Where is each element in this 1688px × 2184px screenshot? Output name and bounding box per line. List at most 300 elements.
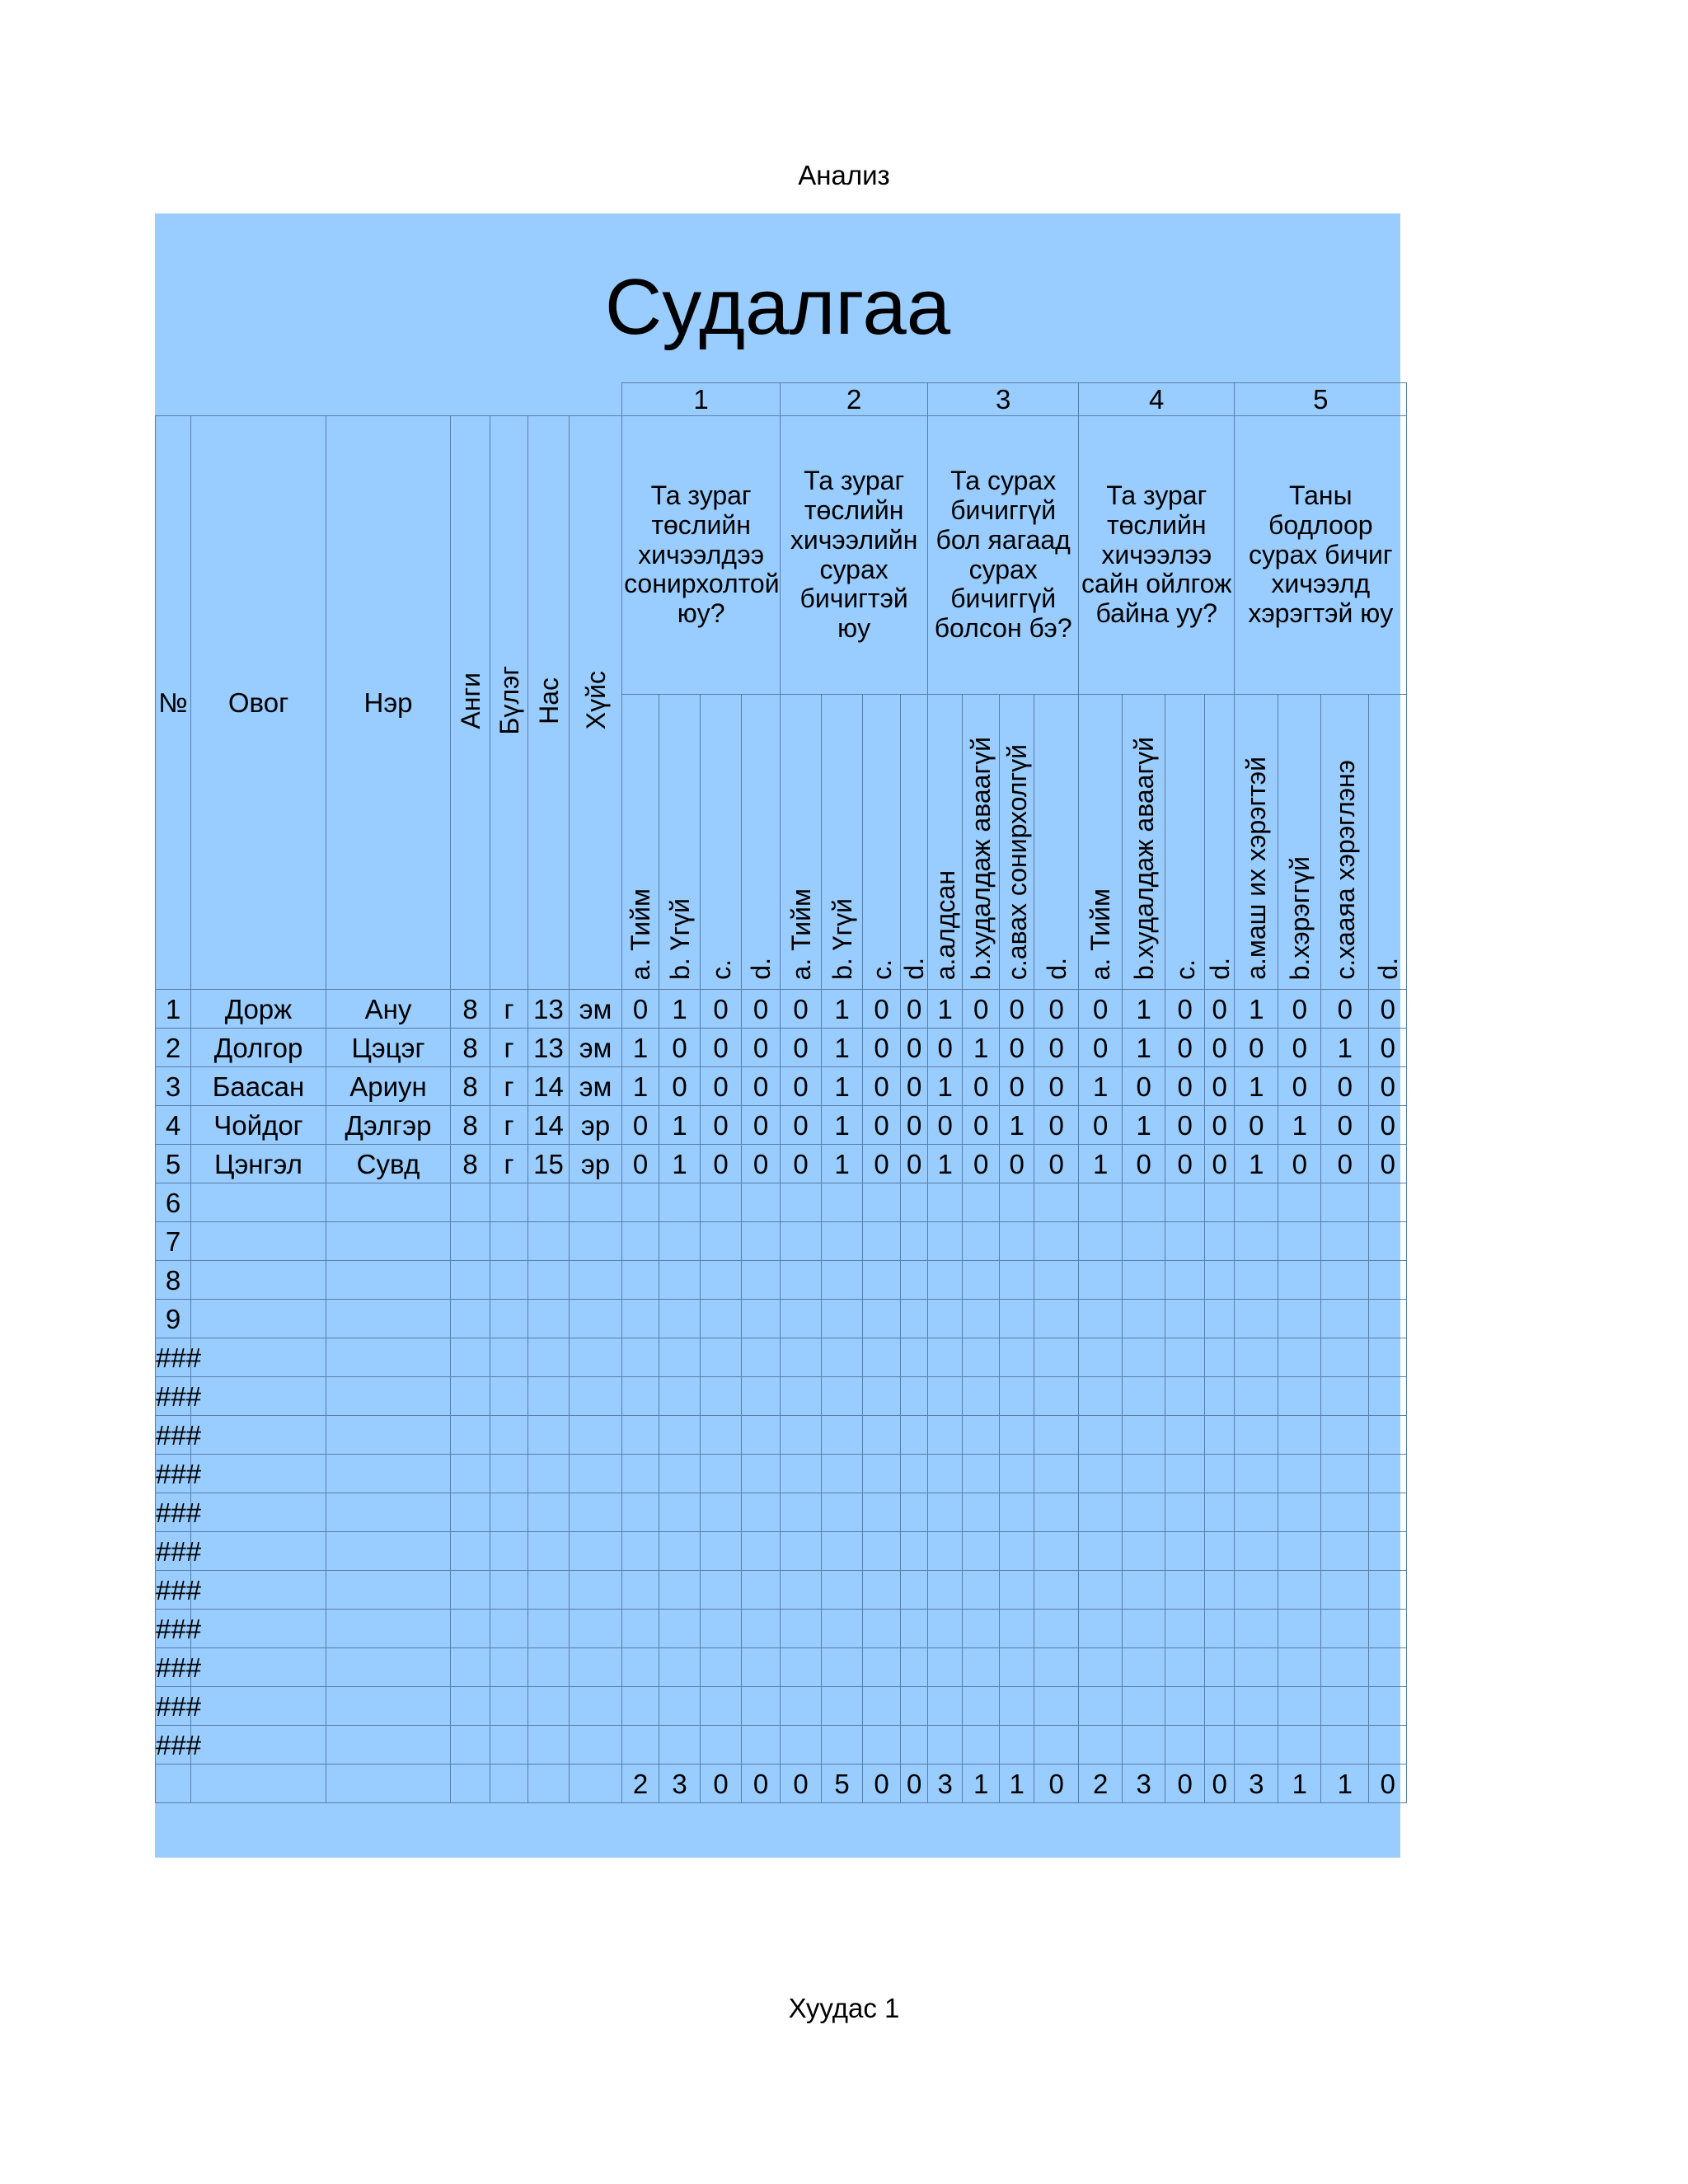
- cell-group: г: [490, 1029, 528, 1067]
- table-row: [156, 1532, 1407, 1571]
- answer-cell: 1: [1235, 990, 1278, 1029]
- answer-cell: [928, 1261, 963, 1300]
- answer-cell: [701, 1493, 742, 1532]
- cell-age: [528, 1261, 570, 1300]
- cell-age: [528, 1416, 570, 1455]
- answer-option-cell: [1369, 695, 1407, 990]
- answer-cell: 1: [1079, 1145, 1123, 1183]
- answer-cell: [1165, 1493, 1205, 1532]
- cell-age: [528, 1571, 570, 1610]
- cell-gender: [570, 1222, 622, 1261]
- answer-cell: [1321, 1222, 1369, 1261]
- cell-group: г: [490, 1145, 528, 1183]
- answer-cell: [1205, 1416, 1235, 1455]
- answer-cell: 0: [901, 1145, 928, 1183]
- answer-cell: [1000, 1300, 1034, 1338]
- answer-cell: 0: [1205, 1029, 1235, 1067]
- answer-cell: 1: [822, 1067, 863, 1106]
- answer-cell: [659, 1338, 701, 1377]
- answer-cell: 0: [781, 1145, 822, 1183]
- answer-cell: 0: [928, 1029, 963, 1067]
- cell-group: [490, 1726, 528, 1765]
- total-cell: 1: [963, 1765, 1000, 1803]
- answer-cell: [928, 1493, 963, 1532]
- answer-option-label: d.: [1372, 958, 1403, 980]
- total-cell: 1: [1278, 1765, 1321, 1803]
- answer-cell: [1123, 1532, 1165, 1571]
- cell-age: [528, 1455, 570, 1493]
- answer-option-label: a.маш их хэрэгтэй: [1241, 757, 1272, 980]
- answer-option-label: b. Үгүй: [664, 898, 695, 980]
- cell-surname: [191, 1726, 326, 1765]
- answer-cell: [1321, 1648, 1369, 1687]
- answer-cell: [701, 1261, 742, 1300]
- answer-cell: [1034, 1222, 1079, 1261]
- cell-gender: [570, 1493, 622, 1532]
- answer-cell: [928, 1648, 963, 1687]
- answer-cell: [822, 1338, 863, 1377]
- answer-cell: [1278, 1726, 1321, 1765]
- answer-cell: [1034, 1300, 1079, 1338]
- answer-option-cell: [701, 695, 742, 990]
- answer-option-cell: [1278, 695, 1321, 990]
- answer-cell: [1369, 1338, 1407, 1377]
- cell-surname: [191, 1493, 326, 1532]
- cell-no: ###: [156, 1455, 191, 1493]
- answer-cell: [1079, 1532, 1123, 1571]
- total-cell: 3: [1123, 1765, 1165, 1803]
- total-cell: 0: [1034, 1765, 1079, 1803]
- answer-cell: 0: [742, 990, 781, 1029]
- answer-cell: [928, 1377, 963, 1416]
- table-row: [156, 1571, 1407, 1610]
- answer-cell: 0: [1205, 1106, 1235, 1145]
- answer-cell: 0: [781, 1029, 822, 1067]
- answer-cell: [901, 1571, 928, 1610]
- answer-cell: 1: [822, 990, 863, 1029]
- answer-cell: [622, 1338, 659, 1377]
- answer-cell: [1123, 1610, 1165, 1648]
- total-cell: 0: [901, 1765, 928, 1803]
- answer-cell: [701, 1377, 742, 1416]
- answer-option-label: a. Тийм: [1085, 888, 1116, 980]
- answer-cell: [963, 1726, 1000, 1765]
- answer-cell: [963, 1493, 1000, 1532]
- answer-cell: [1034, 1338, 1079, 1377]
- answer-cell: 0: [1034, 1106, 1079, 1145]
- answer-cell: 0: [1235, 1106, 1278, 1145]
- answer-cell: [1000, 1416, 1034, 1455]
- answer-cell: 1: [1123, 990, 1165, 1029]
- answer-cell: [742, 1493, 781, 1532]
- answer-cell: [1235, 1610, 1278, 1648]
- answer-cell: [1165, 1726, 1205, 1765]
- answer-cell: [901, 1300, 928, 1338]
- answer-cell: 1: [659, 1145, 701, 1183]
- answer-cell: [901, 1648, 928, 1687]
- answer-cell: 0: [622, 1145, 659, 1183]
- cell-group: [490, 1493, 528, 1532]
- cell-age: 13: [528, 1029, 570, 1067]
- answer-cell: [1000, 1610, 1034, 1648]
- table-row: [156, 1029, 1407, 1067]
- answer-cell: [1235, 1532, 1278, 1571]
- answer-cell: [822, 1493, 863, 1532]
- total-cell: 0: [863, 1765, 901, 1803]
- answer-cell: 0: [963, 1145, 1000, 1183]
- answer-cell: [822, 1300, 863, 1338]
- answer-cell: 0: [742, 1145, 781, 1183]
- answer-cell: [863, 1377, 901, 1416]
- answer-cell: [701, 1416, 742, 1455]
- cell-gender: [570, 1338, 622, 1377]
- total-cell: 2: [1079, 1765, 1123, 1803]
- answer-cell: [1123, 1648, 1165, 1687]
- answer-option-label: b.хэрэггүй: [1284, 855, 1315, 980]
- answer-cell: [1123, 1300, 1165, 1338]
- totals-empty-cell: [191, 1765, 326, 1803]
- cell-surname: [191, 1532, 326, 1571]
- cell-surname: [191, 1183, 326, 1222]
- answer-option-cell: [1235, 695, 1278, 990]
- cell-surname: [191, 1300, 326, 1338]
- answer-cell: [863, 1261, 901, 1300]
- answer-cell: [742, 1183, 781, 1222]
- answer-cell: [1165, 1300, 1205, 1338]
- answer-cell: [928, 1571, 963, 1610]
- answer-cell: 0: [1369, 990, 1407, 1029]
- answer-cell: 1: [659, 1106, 701, 1145]
- cell-no: 7: [156, 1222, 191, 1261]
- answer-cell: [822, 1687, 863, 1726]
- cell-gender: [570, 1300, 622, 1338]
- answer-cell: [1123, 1416, 1165, 1455]
- cell-gender: эм: [570, 1067, 622, 1106]
- answer-cell: [742, 1610, 781, 1648]
- answer-cell: [1079, 1261, 1123, 1300]
- answer-cell: 0: [1165, 1067, 1205, 1106]
- answer-cell: [963, 1183, 1000, 1222]
- answer-cell: 0: [901, 1067, 928, 1106]
- answer-cell: [1278, 1300, 1321, 1338]
- answer-cell: [1034, 1416, 1079, 1455]
- cell-grade: [451, 1532, 490, 1571]
- answer-cell: [1235, 1338, 1278, 1377]
- answer-cell: [1278, 1183, 1321, 1222]
- answer-cell: [1079, 1726, 1123, 1765]
- column-header-gender-cell: [570, 416, 622, 990]
- cell-gender: [570, 1648, 622, 1687]
- answer-cell: 1: [1123, 1106, 1165, 1145]
- answer-cell: [659, 1416, 701, 1455]
- answer-cell: [928, 1183, 963, 1222]
- answer-cell: [1165, 1416, 1205, 1455]
- cell-no: 9: [156, 1300, 191, 1338]
- answer-cell: [822, 1416, 863, 1455]
- answer-cell: [901, 1416, 928, 1455]
- table-row: [156, 1183, 1407, 1222]
- answer-cell: [781, 1610, 822, 1648]
- answer-cell: [1278, 1493, 1321, 1532]
- table-row: [156, 990, 1407, 1029]
- cell-surname: [191, 1571, 326, 1610]
- answer-cell: [1123, 1493, 1165, 1532]
- answer-cell: [622, 1687, 659, 1726]
- cell-surname: Чойдог: [191, 1106, 326, 1145]
- cell-no: ###: [156, 1610, 191, 1648]
- answer-cell: 1: [928, 990, 963, 1029]
- cell-surname: [191, 1338, 326, 1377]
- answer-cell: 0: [781, 1067, 822, 1106]
- answer-cell: [1369, 1493, 1407, 1532]
- cell-group: [490, 1455, 528, 1493]
- cell-surname: Цэнгэл: [191, 1145, 326, 1183]
- cell-grade: [451, 1726, 490, 1765]
- answer-cell: [1034, 1687, 1079, 1726]
- answer-cell: 0: [1000, 1145, 1034, 1183]
- answer-option-cell: [822, 695, 863, 990]
- answer-cell: [1278, 1648, 1321, 1687]
- column-header-name: Нэр: [326, 416, 451, 990]
- answer-cell: 0: [1034, 990, 1079, 1029]
- answer-cell: 1: [622, 1067, 659, 1106]
- answer-cell: [742, 1300, 781, 1338]
- cell-no: ###: [156, 1338, 191, 1377]
- answer-cell: 0: [1000, 1029, 1034, 1067]
- column-header-no: №: [156, 416, 191, 990]
- answer-cell: 1: [822, 1029, 863, 1067]
- answer-cell: 0: [1369, 1029, 1407, 1067]
- answer-option-label: b. Үгүй: [827, 898, 857, 980]
- answer-option-label: d.: [899, 958, 930, 980]
- cell-group: [490, 1610, 528, 1648]
- answer-cell: [701, 1183, 742, 1222]
- answer-cell: [1278, 1687, 1321, 1726]
- answer-cell: [1123, 1455, 1165, 1493]
- column-header-age: Нас: [533, 677, 564, 724]
- answer-cell: [781, 1648, 822, 1687]
- answer-cell: [928, 1416, 963, 1455]
- question-number: 1: [622, 383, 781, 416]
- answer-cell: [901, 1532, 928, 1571]
- answer-cell: 0: [1235, 1029, 1278, 1067]
- cell-no: 8: [156, 1261, 191, 1300]
- total-cell: 5: [822, 1765, 863, 1803]
- cell-name: Ану: [326, 990, 451, 1029]
- answer-cell: [622, 1610, 659, 1648]
- totals-empty-cell: [528, 1765, 570, 1803]
- answer-cell: [1235, 1571, 1278, 1610]
- cell-name: [326, 1493, 451, 1532]
- answer-cell: [701, 1648, 742, 1687]
- answer-cell: [1034, 1648, 1079, 1687]
- answer-option-cell: [863, 695, 901, 990]
- answer-cell: [963, 1261, 1000, 1300]
- table-row: [156, 1687, 1407, 1726]
- answer-cell: [1000, 1338, 1034, 1377]
- answer-cell: [659, 1493, 701, 1532]
- answer-option-label: c.: [866, 959, 897, 980]
- answer-cell: 0: [1000, 990, 1034, 1029]
- cell-no: ###: [156, 1377, 191, 1416]
- answer-cell: [1000, 1532, 1034, 1571]
- answer-cell: [1235, 1300, 1278, 1338]
- total-cell: 3: [1235, 1765, 1278, 1803]
- cell-name: [326, 1261, 451, 1300]
- cell-grade: 8: [451, 990, 490, 1029]
- answer-cell: [1000, 1493, 1034, 1532]
- answer-cell: 0: [901, 1029, 928, 1067]
- answer-cell: 1: [928, 1067, 963, 1106]
- answer-option-label: c.хааяа хэрэглэнэ: [1329, 760, 1360, 980]
- answer-cell: [1321, 1455, 1369, 1493]
- answer-cell: 0: [742, 1029, 781, 1067]
- answer-cell: [659, 1648, 701, 1687]
- cell-name: Сувд: [326, 1145, 451, 1183]
- answer-cell: [1321, 1416, 1369, 1455]
- table-row: [156, 1726, 1407, 1765]
- answer-cell: [1165, 1261, 1205, 1300]
- cell-surname: [191, 1261, 326, 1300]
- answer-cell: [742, 1648, 781, 1687]
- answer-cell: 0: [1321, 1106, 1369, 1145]
- cell-no: 5: [156, 1145, 191, 1183]
- answer-cell: [1321, 1493, 1369, 1532]
- cell-group: [490, 1687, 528, 1726]
- cell-name: [326, 1338, 451, 1377]
- answer-cell: 0: [963, 1067, 1000, 1106]
- answer-option-label: b.худалдаж аваагүй: [1128, 736, 1159, 980]
- answer-option-label: d.: [1041, 958, 1071, 980]
- answer-cell: [742, 1726, 781, 1765]
- answer-option-cell: [928, 695, 963, 990]
- answer-cell: [781, 1338, 822, 1377]
- answer-cell: [1369, 1648, 1407, 1687]
- answer-cell: [1235, 1687, 1278, 1726]
- answer-cell: 0: [963, 1106, 1000, 1145]
- answer-option-cell: [1000, 695, 1034, 990]
- answer-cell: 1: [1235, 1145, 1278, 1183]
- answer-cell: 0: [1079, 1029, 1123, 1067]
- answer-cell: 0: [863, 990, 901, 1029]
- cell-grade: 8: [451, 1106, 490, 1145]
- answer-cell: [1034, 1377, 1079, 1416]
- answer-cell: [822, 1222, 863, 1261]
- answer-cell: [1205, 1377, 1235, 1416]
- answer-cell: [1205, 1300, 1235, 1338]
- answer-cell: [901, 1687, 928, 1726]
- question-text: Та зураг төслийн хичээлдээ сонирхолтой юу?: [622, 416, 781, 695]
- table-row: [156, 1610, 1407, 1648]
- cell-grade: [451, 1648, 490, 1687]
- answer-cell: [1034, 1610, 1079, 1648]
- answer-cell: [1000, 1455, 1034, 1493]
- answer-cell: [1205, 1571, 1235, 1610]
- answer-cell: [622, 1493, 659, 1532]
- answer-cell: [1165, 1222, 1205, 1261]
- answer-cell: [863, 1610, 901, 1648]
- answer-cell: [701, 1687, 742, 1726]
- cell-name: [326, 1416, 451, 1455]
- answer-cell: [1165, 1610, 1205, 1648]
- answer-cell: [781, 1222, 822, 1261]
- answer-cell: [822, 1726, 863, 1765]
- answer-cell: [822, 1532, 863, 1571]
- answer-cell: [928, 1222, 963, 1261]
- answer-cell: [963, 1455, 1000, 1493]
- cell-name: [326, 1610, 451, 1648]
- table-row: [156, 1300, 1407, 1338]
- answer-cell: 0: [1278, 1029, 1321, 1067]
- answer-cell: [1079, 1571, 1123, 1610]
- cell-grade: [451, 1610, 490, 1648]
- answer-cell: [1123, 1261, 1165, 1300]
- answer-cell: [1205, 1261, 1235, 1300]
- answer-cell: 0: [901, 1106, 928, 1145]
- answer-cell: [901, 1726, 928, 1765]
- cell-age: [528, 1726, 570, 1765]
- answer-option-cell: [622, 695, 659, 990]
- cell-surname: Долгор: [191, 1029, 326, 1067]
- cell-no: ###: [156, 1493, 191, 1532]
- cell-no: ###: [156, 1648, 191, 1687]
- answer-cell: [1278, 1416, 1321, 1455]
- column-header-gender: Хүйс: [580, 671, 611, 730]
- cell-gender: [570, 1532, 622, 1571]
- cell-surname: [191, 1455, 326, 1493]
- total-cell: 1: [1321, 1765, 1369, 1803]
- answer-cell: [1079, 1222, 1123, 1261]
- cell-gender: [570, 1571, 622, 1610]
- answer-cell: [781, 1416, 822, 1455]
- answer-cell: 0: [1205, 1145, 1235, 1183]
- answer-cell: [659, 1261, 701, 1300]
- answer-cell: [1205, 1183, 1235, 1222]
- total-cell: 0: [781, 1765, 822, 1803]
- answer-cell: [822, 1610, 863, 1648]
- answer-cell: [928, 1338, 963, 1377]
- cell-surname: Дорж: [191, 990, 326, 1029]
- cell-name: Цэцэг: [326, 1029, 451, 1067]
- cell-name: Дэлгэр: [326, 1106, 451, 1145]
- answer-cell: [1000, 1183, 1034, 1222]
- answer-cell: 0: [1165, 990, 1205, 1029]
- answer-cell: 1: [822, 1106, 863, 1145]
- answer-option-cell: [901, 695, 928, 990]
- cell-gender: [570, 1726, 622, 1765]
- cell-grade: [451, 1455, 490, 1493]
- cell-gender: эр: [570, 1145, 622, 1183]
- cell-group: [490, 1261, 528, 1300]
- answer-cell: [963, 1338, 1000, 1377]
- cell-name: [326, 1455, 451, 1493]
- total-cell: 0: [1369, 1765, 1407, 1803]
- answer-cell: 0: [781, 990, 822, 1029]
- cell-no: 4: [156, 1106, 191, 1145]
- answer-cell: [659, 1455, 701, 1493]
- cell-no: ###: [156, 1571, 191, 1610]
- cell-name: [326, 1300, 451, 1338]
- answer-cell: [622, 1571, 659, 1610]
- survey-table: [155, 382, 1407, 1803]
- answer-cell: [1205, 1726, 1235, 1765]
- answer-cell: [1205, 1687, 1235, 1726]
- answer-cell: [863, 1338, 901, 1377]
- answer-cell: [1235, 1455, 1278, 1493]
- cell-name: [326, 1571, 451, 1610]
- answer-cell: 0: [1205, 990, 1235, 1029]
- answer-cell: 1: [1278, 1106, 1321, 1145]
